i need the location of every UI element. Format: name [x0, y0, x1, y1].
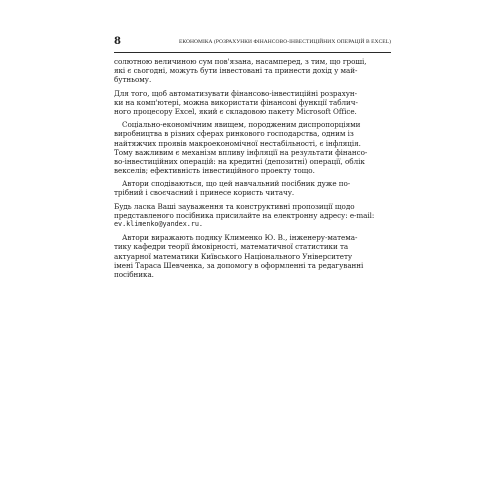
text-line: трібний і своєчасний і принесе користь читачу. — [114, 188, 295, 198]
text-line: виробництва в різних сферах ринкового господарства, одним із — [114, 129, 354, 139]
body-text — [114, 57, 391, 279]
paragraph — [114, 57, 391, 85]
text-line: векселів; ефективність інвестиційного проекту тощо. — [114, 166, 315, 176]
header-rule — [114, 52, 391, 53]
text-line: бутньому. — [114, 75, 152, 85]
text-line: посібника. — [114, 269, 154, 279]
email-address: ev.klimenko@yandex.ru. — [114, 220, 203, 228]
page-number: 8 — [114, 36, 121, 47]
text-line: Автори сподіваються, що цей навчальний посібник дуже по- — [122, 179, 351, 189]
text-line: представленого посібника присилайте на електронну адресу: e-mail: — [114, 210, 375, 220]
text-line: Автори виражають подяку Клименко Ю. В., інженеру-матема- — [122, 233, 358, 243]
text-line: актуарної математики Київського Національного Університету — [114, 251, 353, 261]
running-title: ЕКОНОМІКА (РОЗРАХУНКИ ФІНАНСОВО-ІНВЕСТИЦІЙНИХ ОПЕРАЦІЙ В EXCEL) — [178, 39, 391, 45]
paragraph — [114, 233, 391, 279]
paragraph — [114, 120, 391, 175]
text-line: найтяжчих проявів макроекономічної нестабільності, є інфляція. — [114, 138, 361, 148]
text-line: солютною величиною сум пов'язана, насамперед, з тим, що гроші, — [114, 57, 367, 66]
paragraph — [114, 179, 391, 197]
text-line: ки на комп'ютері, можна використати фінансові функції таблич- — [114, 97, 358, 107]
text-line: імені Тараса Шевченка, за допомогу в оформленні та редагуванні — [114, 260, 364, 270]
running-header — [114, 36, 391, 50]
text-line: во-інвестиційних операцій: на кредитні (депозитні) операції, облік — [114, 156, 365, 166]
paragraph — [114, 202, 391, 230]
text-line: тику кафедри теорії ймовірності, математичної статистики та — [114, 242, 349, 252]
text-line: Соціально-економічним явищем, породженим диспропорціями — [122, 120, 361, 130]
text-line: ного процесору Excel, який є складовою пакету Microsoft Office. — [114, 106, 357, 116]
text-line: які є сьогодні, можуть бути інвестовані та принести дохід у май- — [114, 66, 358, 76]
text-line: Для того, щоб автоматизувати фінансово-інвестиційні розрахун- — [114, 88, 358, 98]
text-line: Тому важливим є механізм впливу інфляції на результати фінансо- — [114, 147, 368, 157]
paragraph — [114, 89, 391, 117]
text-line: Будь ласка Ваші зауваження та конструктивні пропозиції щодо — [114, 201, 355, 211]
